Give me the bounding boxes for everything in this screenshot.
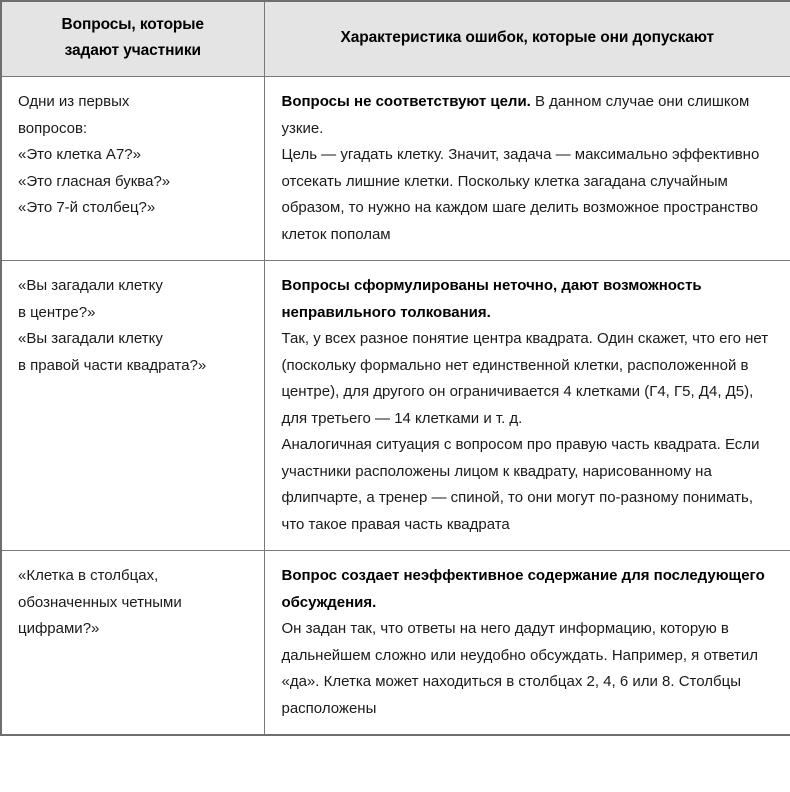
description-lead-rest: В данном случае они слишком узкие. (281, 93, 750, 137)
description-paragraph (282, 89, 781, 142)
cell-description (264, 551, 790, 736)
cell-description (264, 77, 790, 261)
table-body (1, 77, 790, 736)
question-line: «Это гласная буква?» (18, 172, 171, 190)
question-line: «Вы загадали клетку (18, 277, 163, 294)
cell-description (264, 261, 790, 551)
table-row (1, 77, 790, 261)
table-row (1, 261, 790, 551)
question-line: вопросов: (18, 119, 88, 137)
column-header-questions-line2: задают участники (64, 42, 201, 59)
question-line: обозначенных четными (18, 593, 182, 611)
table-header (1, 1, 790, 77)
question-line: в правой части квадрата?» (18, 356, 207, 374)
description-lead: Вопрос создает неэффективное содержание для последующего обсуждения. (281, 567, 765, 611)
description-paragraph: Он задан так, что ответы на него дадут информацию, которую в дальнейшем сложно или неудобно обсуждать. Например, я ответил «да». Клетка может находиться в столбцах 2, 4, 6 или 8. Столбцы расположены (281, 620, 758, 717)
question-line: Одни из первых (18, 93, 130, 110)
question-line: «Это 7-й столбец?» (18, 199, 156, 216)
cell-questions (1, 77, 264, 261)
description-paragraph: Так, у всех разное понятие центра квадрата. Один скажет, что его нет (поскольку формально нет единственной клетки, расположенной в центре), для другого он ограничивается 4 клетками (Г4, Г5, Д4, Д5), для третьего — 14 клетками и т. д. (281, 330, 769, 427)
description-paragraph: Цель — угадать клетку. Значит, задача — максимально эффективно отсекать лишние клетки. Поскольку клетка загадана случайным образом, то нужно на каждом шаге делить возможное пространство клеток пополам (281, 146, 760, 243)
description-paragraph: Аналогичная ситуация с вопросом про правую часть квадрата. Если участники расположены лицом к квадрату, нарисованному на флипчарте, а тренер — спиной, то они могут по-разному понимать, что такое правая часть квадрата (281, 436, 760, 533)
description-lead: Вопросы не соответствуют цели. (281, 93, 531, 110)
cell-questions (1, 551, 264, 736)
cell-questions (1, 261, 264, 551)
question-line: «Вы загадали клетку (18, 330, 163, 347)
question-line: цифрами?» (18, 620, 100, 637)
table-row (1, 551, 790, 736)
description-lead: Вопросы сформулированы неточно, дают возможность неправильного толкования. (281, 277, 702, 321)
description-paragraph (282, 563, 781, 616)
description-paragraph (282, 273, 781, 326)
column-header-questions (1, 1, 264, 77)
column-header-questions-line1: Вопросы, которые (61, 16, 204, 33)
column-header-description: Характеристика ошибок, которые они допускают (264, 1, 790, 77)
question-line: в центре?» (18, 303, 96, 321)
table-header-row (1, 1, 790, 77)
question-line: «Это клетка А7?» (18, 146, 141, 163)
question-line: «Клетка в столбцах, (18, 567, 159, 584)
